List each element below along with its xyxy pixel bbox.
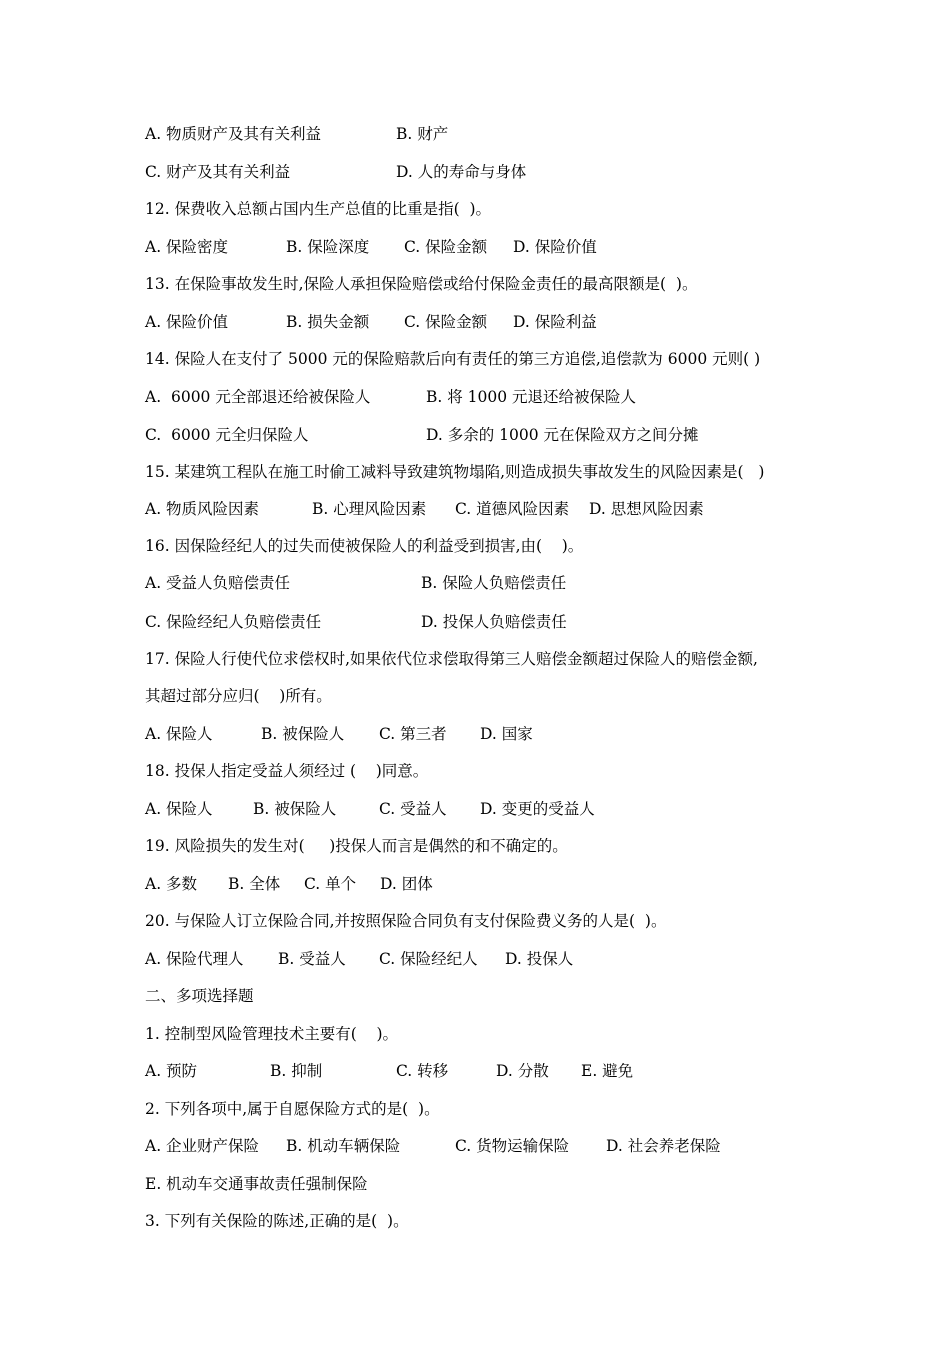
option-text: C. 保险经纪人 (379, 950, 478, 968)
option-text: A. 多数 (145, 875, 198, 893)
question-text: 18. 投保人指定受益人须经过 ( )同意。 (145, 762, 429, 780)
option-text: B. 保险人负赔偿责任 (421, 574, 567, 592)
option-text: D. 变更的受益人 (480, 800, 595, 818)
option-text: C. 保险金额 (404, 313, 488, 331)
option-text: D. 思想风险因素 (589, 500, 704, 518)
question-text: 15. 某建筑工程队在施工时偷工减料导致建筑物塌陷,则造成损失事故发生的风险因素是( ) (145, 463, 765, 481)
option-text: A. 保险代理人 (145, 950, 244, 968)
section-heading: 二、多项选择题 (145, 987, 254, 1005)
question-text: 13. 在保险事故发生时,保险人承担保险赔偿或给付保险金责任的最高限额是( )。 (145, 275, 698, 293)
option-text: C. 货物运输保险 (455, 1137, 570, 1155)
option-text: D. 社会养老保险 (606, 1137, 721, 1155)
option-text: C. 转移 (396, 1062, 449, 1080)
option-text: B. 抑制 (270, 1062, 323, 1080)
option-text: B. 损失金额 (286, 313, 370, 331)
option-text: C. 财产及其有关利益 (145, 163, 291, 181)
option-text: D. 投保人负赔偿责任 (421, 613, 567, 631)
option-text: B. 被保险人 (261, 725, 345, 743)
option-text: E. 避免 (581, 1062, 634, 1080)
option-text: E. 机动车交通事故责任强制保险 (145, 1175, 368, 1193)
question-text: 17. 保险人行使代位求偿权时,如果依代位求偿取得第三人赔偿金额超过保险人的赔偿金额, (145, 650, 758, 668)
option-text: C. 道德风险因素 (455, 500, 570, 518)
option-text: A. 保险人 (145, 725, 213, 743)
question-text: 12. 保费收入总额占国内生产总值的比重是指( )。 (145, 200, 492, 218)
option-text: A. 企业财产保险 (145, 1137, 260, 1155)
option-text: A. 保险密度 (145, 238, 229, 256)
option-text: D. 投保人 (505, 950, 574, 968)
option-text: C. 保险金额 (404, 238, 488, 256)
option-text: A. 6000 元全部退还给被保险人 (145, 388, 371, 406)
option-text: A. 物质风险因素 (145, 500, 260, 518)
option-text: A. 预防 (145, 1062, 198, 1080)
option-text: C. 受益人 (379, 800, 447, 818)
option-text: D. 保险价值 (513, 238, 597, 256)
question-text: 14. 保险人在支付了 5000 元的保险赔款后向有责任的第三方追偿,追偿款为 6000 元则( ) (145, 350, 761, 368)
option-text: B. 被保险人 (253, 800, 337, 818)
option-text: D. 保险利益 (513, 313, 597, 331)
option-text: C. 第三者 (379, 725, 447, 743)
option-text: A. 保险价值 (145, 313, 229, 331)
option-text: B. 全体 (228, 875, 281, 893)
option-text: C. 保险经纪人负赔偿责任 (145, 613, 322, 631)
option-text: B. 财产 (396, 125, 449, 143)
option-text: D. 国家 (480, 725, 533, 743)
question-text: 19. 风险损失的发生对( )投保人而言是偶然的和不确定的。 (145, 837, 568, 855)
question-text: 3. 下列有关保险的陈述,正确的是( )。 (145, 1212, 409, 1230)
question-text: 其超过部分应归( )所有。 (145, 687, 332, 705)
option-text: D. 团体 (380, 875, 433, 893)
option-text: D. 人的寿命与身体 (396, 163, 527, 181)
option-text: B. 受益人 (278, 950, 346, 968)
option-text: A. 保险人 (145, 800, 213, 818)
option-text: C. 6000 元全归保险人 (145, 426, 309, 444)
question-text: 1. 控制型风险管理技术主要有( )。 (145, 1025, 399, 1043)
option-text: D. 分散 (496, 1062, 549, 1080)
option-text: A. 受益人负赔偿责任 (145, 574, 291, 592)
question-text: 20. 与保险人订立保险合同,并按照保险合同负有支付保险费义务的人是( )。 (145, 912, 667, 930)
option-text: B. 保险深度 (286, 238, 370, 256)
option-text: D. 多余的 1000 元在保险双方之间分摊 (426, 426, 699, 444)
option-text: A. 物质财产及其有关利益 (145, 125, 322, 143)
question-text: 16. 因保险经纪人的过失而使被保险人的利益受到损害,由( )。 (145, 537, 584, 555)
option-text: B. 心理风险因素 (312, 500, 427, 518)
option-text: B. 将 1000 元退还给被保险人 (426, 388, 637, 406)
option-text: B. 机动车辆保险 (286, 1137, 401, 1155)
question-text: 2. 下列各项中,属于自愿保险方式的是( )。 (145, 1100, 440, 1118)
option-text: C. 单个 (304, 875, 357, 893)
